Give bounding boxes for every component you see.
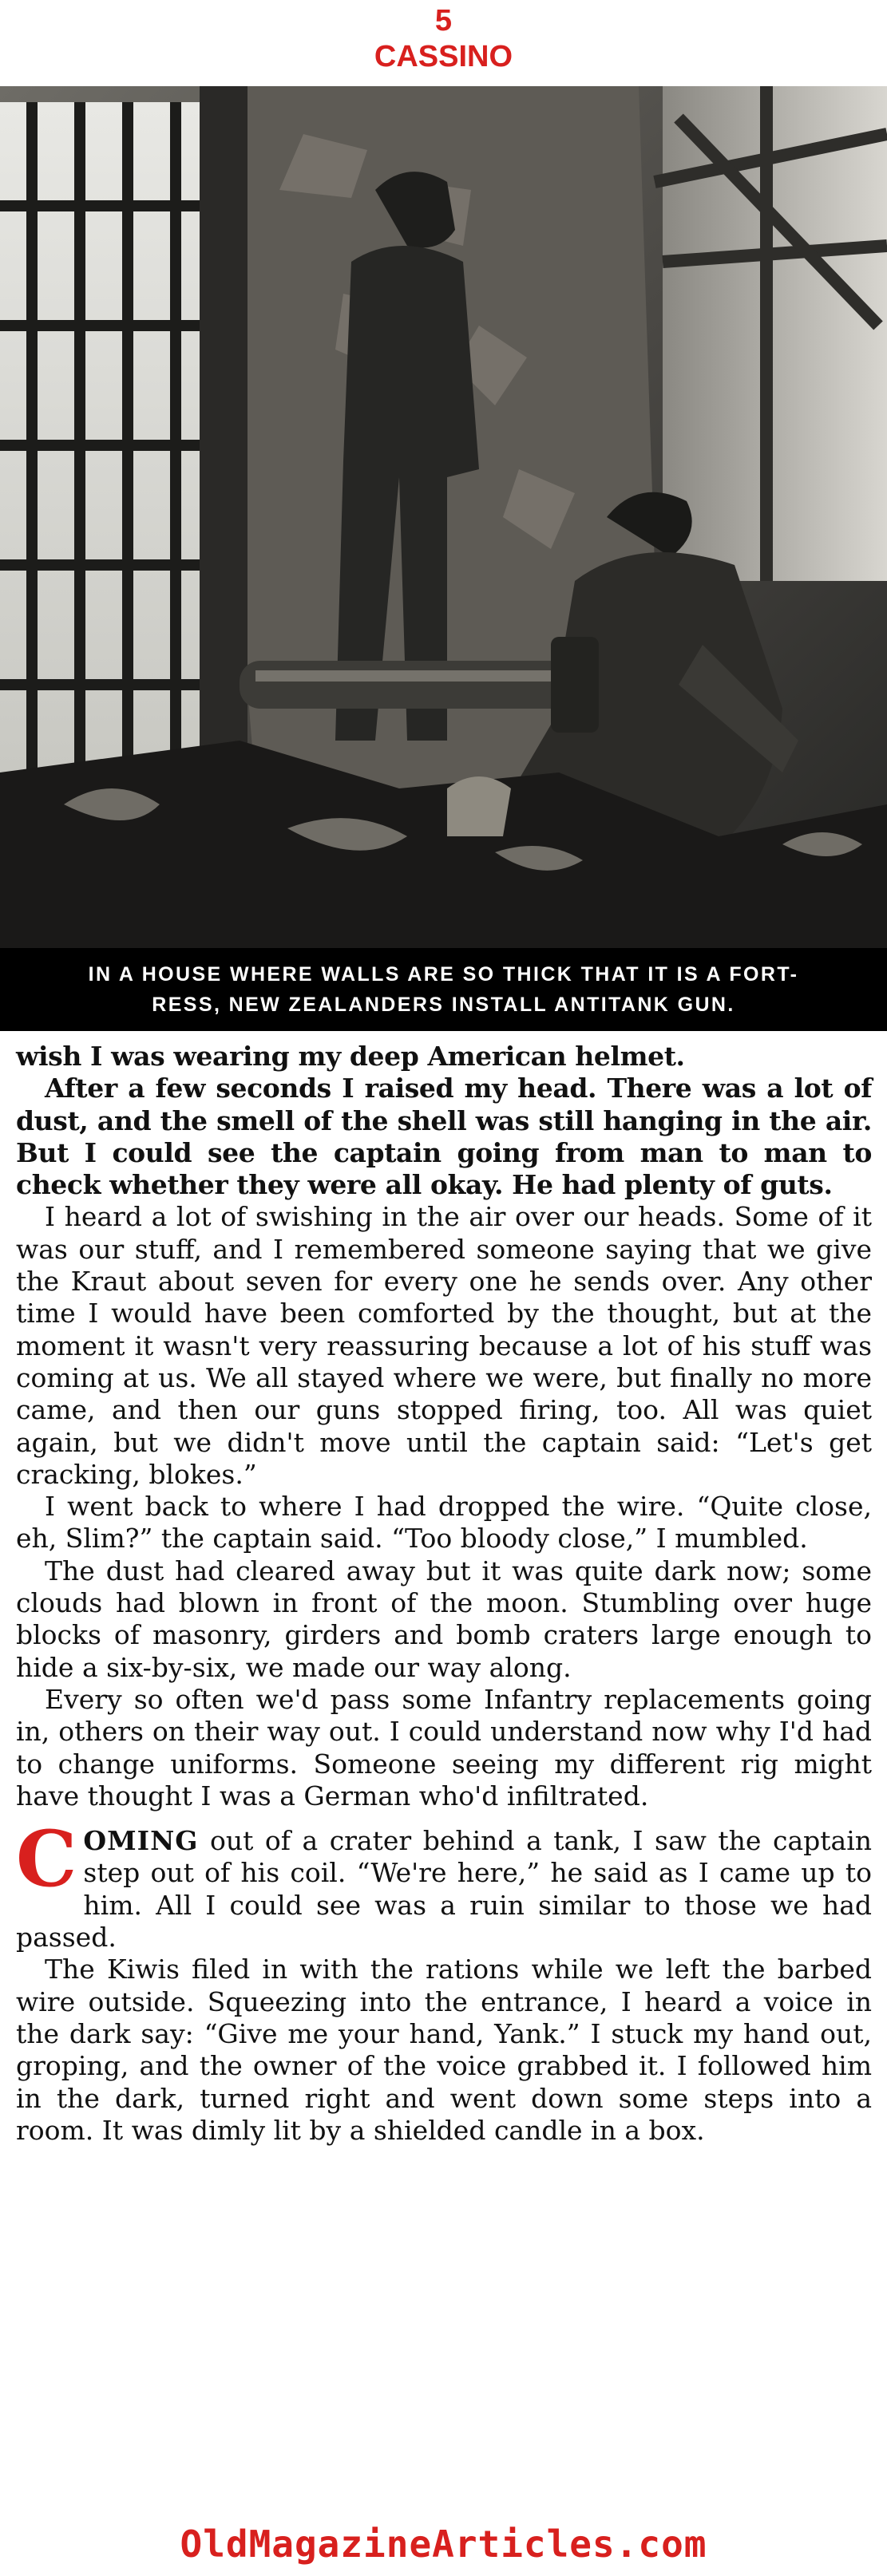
site-watermark: OldMagazineArticles.com [180,2523,707,2566]
paragraph-8: The Kiwis filed in with the rations while we left the barbed wire outside. Squeezing into the entrance, I heard a voice in the dark say: “Give me your hand, Yank.” I stuck my hand out, groping, and the owner of the voice grabbed it. I followed him in the dark, turned right and went down some steps into a room. It was dimly lit by a shielded candle in a box. [16,1954,872,2146]
section-title: CASSINO [374,40,513,73]
page-header [0,0,887,75]
article-body [16,1041,872,2147]
paragraph-3: I heard a lot of swishing in the air over our heads. Some of it was our stuff, and I remembered someone saying that we give the Kraut about seven for every one he sends over. Any other time I would have been comforted by the thought, but at the moment it wasn't very reassuring because a lot of his stuff was coming at us. We all stayed where we were, but finally no more came, and then our guns stopped firing, too. All was quiet again, but we didn't move until the captain said: “Let's get cracking, blokes.” [16,1201,872,1490]
caption-line-2: RESS, NEW ZEALANDERS INSTALL ANTITANK GUN. [152,994,735,1016]
antitank-gun-photo [0,86,887,948]
lead-in-smallcaps: OMING [83,1825,199,1857]
paragraph-1: wish I was wearing my deep American helmet. [16,1041,685,1072]
paragraph-5: The dust had cleared away but it was quite dark now; some clouds had blown in front of the moon. Stumbling over huge blocks of masonry, girders and bomb craters large enough to hide a six-by-six, we made our way along. [16,1555,872,1683]
paragraph-6: Every so often we'd pass some Infantry replacements going in, others on their way out. I could understand now why I'd had to change uniforms. Someone seeing my different rig might have thought I was a German who'd infiltrated. [16,1683,872,1811]
caption-line-1: IN A HOUSE WHERE WALLS ARE SO THICK THAT IT IS A FORT- [88,963,799,986]
paragraph-7 [16,1814,872,1954]
drop-cap: C [16,1814,77,1905]
photo-caption [0,948,887,1031]
article-photo [0,86,887,948]
paragraph-2: After a few seconds I raised my head. There was a lot of dust, and the smell of the shell was still hanging in the air. But I could see the captain going from man to man to check whether they were all okay. He had plenty of guts. [16,1073,872,1201]
paragraph-4: I went back to where I had dropped the wire. “Quite close, eh, Slim?” the captain said. “Too bloody close,” I mumbled. [16,1491,872,1555]
page-number: 5 [434,4,453,38]
paragraph-7-text: out of a crater behind a tank, I saw the captain step out of his coil. “We're here,” he said as I came up to him. All I could see was a ruin similar to those we had passed. [16,1825,872,1954]
